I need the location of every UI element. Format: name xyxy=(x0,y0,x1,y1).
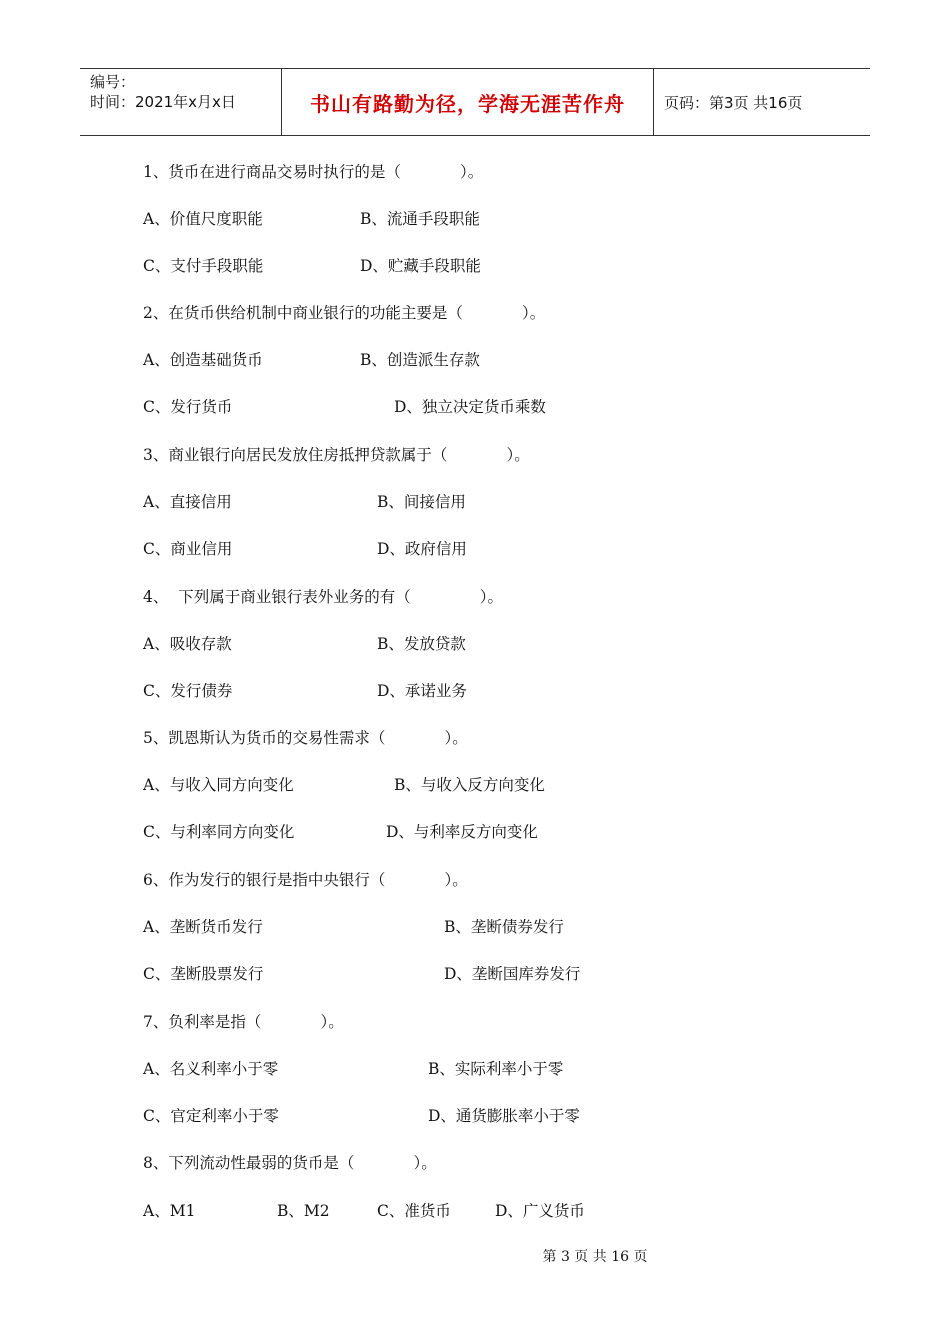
question-5: 5、凯恩斯认为货币的交易性需求（ ）。 xyxy=(143,729,468,747)
question-2: 2、在货币供给机制中商业银行的功能主要是（ ）。 xyxy=(143,304,546,322)
q4-option-c: C、发行债券 xyxy=(143,682,233,700)
q8-option-b: B、M2 xyxy=(277,1202,330,1220)
q2-option-a: A、创造基础货币 xyxy=(143,351,263,369)
q5-option-a: A、与收入同方向变化 xyxy=(143,776,294,794)
question-4: 4、 下列属于商业银行表外业务的有（ ）。 xyxy=(143,588,503,606)
q2-option-d: D、独立决定货币乘数 xyxy=(394,398,546,416)
q4-option-a: A、吸收存款 xyxy=(143,635,232,653)
q5-option-b: B、与收入反方向变化 xyxy=(394,776,545,794)
header-motto-cell xyxy=(281,69,654,135)
q2-option-c: C、发行货币 xyxy=(143,398,233,416)
q3-option-b: B、间接信用 xyxy=(377,493,466,511)
question-3: 3、商业银行向居民发放住房抵押贷款属于（ ）。 xyxy=(143,446,530,464)
time-label: 时间：2021年x月x日 xyxy=(90,93,236,111)
q1-option-b: B、流通手段职能 xyxy=(360,210,480,228)
header-motto: 书山有路勤为径，学海无涯苦作舟 xyxy=(310,91,625,116)
q5-option-c: C、与利率同方向变化 xyxy=(143,823,295,841)
question-1: 1、货币在进行商品交易时执行的是（ ）。 xyxy=(143,163,484,181)
q3-option-d: D、政府信用 xyxy=(377,540,467,558)
q8-option-c: C、准货币 xyxy=(377,1202,451,1220)
q3-option-a: A、直接信用 xyxy=(143,493,232,511)
q6-option-a: A、垄断货币发行 xyxy=(143,918,263,936)
q1-option-d: D、贮藏手段职能 xyxy=(360,257,481,275)
q6-option-c: C、垄断股票发行 xyxy=(143,965,264,983)
q5-option-d: D、与利率反方向变化 xyxy=(386,823,538,841)
q8-option-a: A、M1 xyxy=(143,1202,196,1220)
q1-option-c: C、支付手段职能 xyxy=(143,257,264,275)
q6-option-b: B、垄断债券发行 xyxy=(444,918,564,936)
q4-option-d: D、承诺业务 xyxy=(377,682,467,700)
header-meta xyxy=(80,69,281,135)
q6-option-d: D、垄断国库券发行 xyxy=(444,965,581,983)
q7-option-c: C、官定利率小于零 xyxy=(143,1107,279,1125)
q2-option-b: B、创造派生存款 xyxy=(360,351,480,369)
q7-option-b: B、实际利率小于零 xyxy=(428,1060,564,1078)
page-footer: 第 3 页 共 16 页 xyxy=(542,1249,648,1265)
q1-option-a: A、价值尺度职能 xyxy=(143,210,263,228)
header-page-label: 页码：第3页 共16页 xyxy=(664,93,803,112)
question-6: 6、作为发行的银行是指中央银行（ ）。 xyxy=(143,871,468,889)
q4-option-b: B、发放贷款 xyxy=(377,635,466,653)
page-header xyxy=(80,68,870,136)
question-8: 8、下列流动性最弱的货币是（ ）。 xyxy=(143,1154,437,1172)
q7-option-a: A、名义利率小于零 xyxy=(143,1060,279,1078)
header-page-cell xyxy=(654,69,870,135)
q8-option-d: D、广义货币 xyxy=(495,1202,585,1220)
number-label: 编号： xyxy=(90,73,136,91)
question-7: 7、负利率是指（ ）。 xyxy=(143,1013,344,1031)
q7-option-d: D、通货膨胀率小于零 xyxy=(428,1107,580,1125)
q3-option-c: C、商业信用 xyxy=(143,540,233,558)
